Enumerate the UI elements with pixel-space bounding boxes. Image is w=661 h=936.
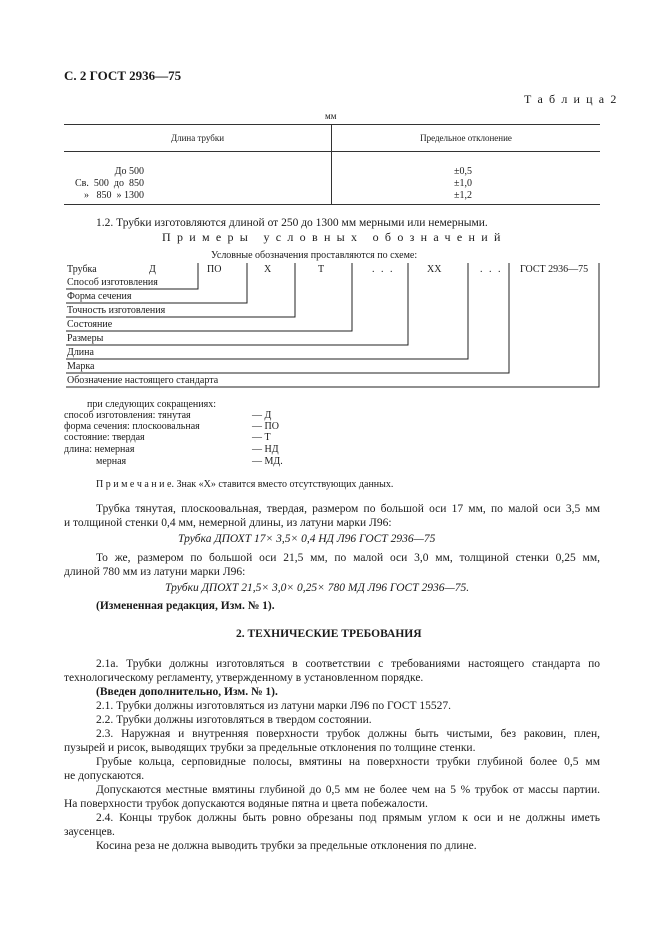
scheme-top-item: ХХ (427, 264, 442, 275)
abbreviation-term: форма сечения: плоскоовальная (64, 421, 200, 432)
length-cell: Св. 500 до 850 (75, 178, 144, 189)
amendment-note: (Введен дополнительно, Изм. № 1). (96, 686, 278, 698)
scheme-level-label: Марка (67, 361, 95, 372)
scheme-level-label: Обозначение настоящего стандарта (67, 375, 219, 386)
abbreviation-code: — МД. (252, 456, 283, 467)
dents-paragraph-line-2: На поверхности трубок допускаются водяные пятна и цвета побежалости. (64, 798, 428, 810)
scheme-level-label: Размеры (67, 333, 104, 344)
scheme-level-label: Состояние (67, 319, 113, 330)
clause-2-4-line-1: 2.4. Концы трубок должны быть ровно обрезаны под прямым углом к оси и не должны иметь (96, 812, 600, 824)
table-units: мм (325, 111, 337, 121)
example-1-designation: Трубка ДПОХТ 17× 3,5× 0,4 НД Л96 ГОСТ 2936—75 (178, 533, 436, 545)
example-2-line-1: То же, размером по большой оси 21,5 мм, по малой оси 3,0 мм, толщиной стенки 0,25 мм, (96, 552, 600, 564)
abbreviation-term: способ изготовления: тянутая (64, 410, 191, 421)
tolerance-cell: ±1,2 (454, 190, 472, 201)
tolerance-cell: ±0,5 (454, 166, 472, 177)
clause-2-4-line-2: заусенцев. (64, 826, 115, 838)
scheme-level-label: Форма сечения (67, 291, 132, 302)
note-text: Знак «Х» ставится вместо отсутствующих данных. (176, 479, 394, 490)
column-header-length: Длина трубки (170, 133, 225, 143)
example-2-designation: Трубки ДПОХТ 21,5× 3,0× 0,25× 780 МД Л96 ГОСТ 2936—75. (165, 582, 470, 594)
abbreviation-term: длина: немерная (64, 444, 135, 455)
abbreviation-intro: при следующих сокращениях: (87, 399, 217, 410)
example-1-line-1: Трубка тянутая, плоскоовальная, твердая, размером по большой оси 17 мм, по малой оси 3,5 мм (96, 503, 600, 515)
tolerance-cell: ±1,0 (454, 178, 472, 189)
table-label: Т а б л и ц а 2 (524, 92, 618, 106)
note (96, 479, 393, 490)
dents-paragraph-line-1: Допускаются местные вмятины глубиной до 0,5 мм не более чем на 5 % трубок от массы партии. (96, 784, 600, 796)
note-label: П р и м е ч а н и е. (96, 479, 174, 490)
scheme-top-item: Д (149, 264, 156, 275)
scheme-top-item: ГОСТ 2936—75 (520, 264, 589, 275)
scheme-leader-lines (0, 0, 661, 400)
abbreviation-term: мерная (96, 456, 127, 467)
scheme-top-item: . . . (372, 264, 395, 275)
scheme-level-label: Точность изготовления (67, 305, 166, 316)
length-cell: До 500 (114, 166, 144, 177)
length-cell: » 850 » 1300 (84, 190, 144, 201)
clause-2-2: 2.2. Трубки должны изготовляться в твердом состоянии. (96, 714, 372, 726)
scheme-top-item: ПО (207, 264, 222, 275)
scheme-top-item: Х (264, 264, 272, 275)
abbreviation-term: состояние: твердая (64, 432, 145, 443)
clause-2-1a-line-1: 2.1а. Трубки должны изготовляться в соответствии с требованиями настоящего стандарта по (96, 658, 600, 670)
scheme-level-label: Способ изготовления (67, 277, 158, 288)
scheme-level-label: Длина (67, 347, 94, 358)
clause-2-1a-line-2: технологическому регламенту, утвержденному в установленном порядке. (64, 672, 424, 684)
rings-paragraph-line-1: Грубые кольца, серповидные полосы, вмятины на поверхности трубки глубиной более 0,5 мм (96, 756, 600, 768)
scheme-top-item: . . . (480, 264, 503, 275)
column-header-tolerance: Предельное отклонение (420, 133, 512, 143)
section-title: 2. ТЕХНИЧЕСКИЕ ТРЕБОВАНИЯ (236, 628, 422, 640)
clause-2-3-line-2: пузырей и рисок, выводящих трубки за предельные отклонения по толщине стенки. (64, 742, 476, 754)
clause-1-2: 1.2. Трубки изготовляются длиной от 250 до 1300 мм мерными или немерными. (96, 217, 488, 229)
abbreviation-code: — Д (252, 410, 272, 421)
page-header: С. 2 ГОСТ 2936—75 (64, 68, 182, 83)
abbreviation-code: — ПО (252, 421, 279, 432)
scheme-top-item: Т (318, 264, 325, 275)
skew-paragraph: Косина реза не должна выводить трубки за предельные отклонения по длине. (96, 840, 477, 852)
example-1-line-2: и толщиной стенки 0,4 мм, немерной длины, из латуни марки Л96: (64, 517, 392, 529)
examples-title: Примеры условных обозначений (162, 230, 507, 244)
example-2-line-2: длиной 780 мм из латуни марки Л96: (64, 566, 246, 578)
scheme-top-item: Трубка (67, 264, 97, 275)
abbreviation-code: — НД (252, 444, 279, 455)
abbreviation-code: — Т (252, 432, 271, 443)
amendment-note: (Измененная редакция, Изм. № 1). (96, 600, 275, 612)
scheme-caption: Условные обозначения проставляются по схеме: (211, 250, 418, 261)
clause-2-1: 2.1. Трубки должны изготовляться из латуни марки Л96 по ГОСТ 15527. (96, 700, 452, 712)
clause-2-3-line-1: 2.3. Наружная и внутренняя поверхности трубок должны быть чистыми, без раковин, плен, (96, 728, 600, 740)
rings-paragraph-line-2: не допускаются. (64, 770, 145, 782)
